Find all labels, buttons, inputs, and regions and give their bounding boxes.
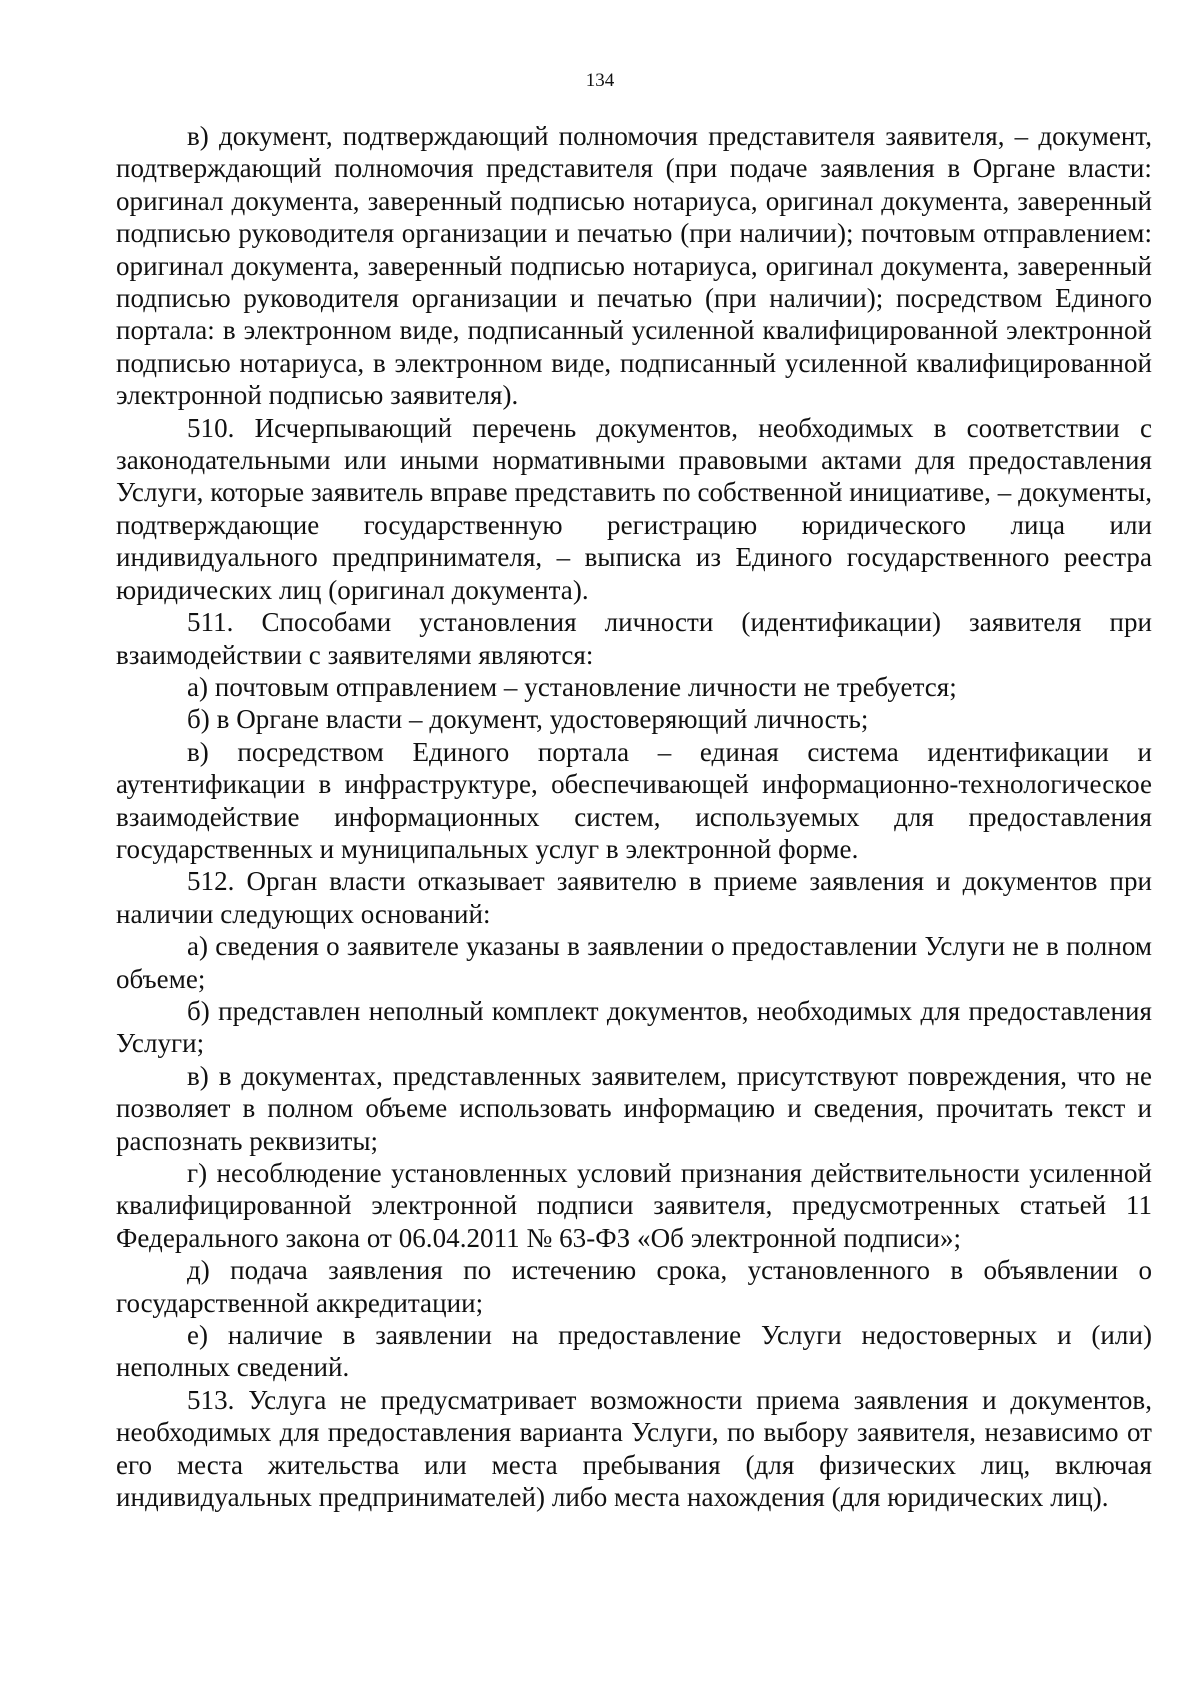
paragraph-511-item-b: б) в Органе власти – документ, удостоверяющий личность; [187, 704, 869, 735]
paragraph-511: 511. Способами установления личности (идентификации) заявителя при взаимодействии с заявителями являются: [116, 607, 1152, 670]
paragraph-512-item-e: е) наличие в заявлении на предоставление Услуги недостоверных и (или) неполных сведений. [116, 1320, 1152, 1383]
document-body [116, 120, 1152, 1513]
paragraph-item-v-representative-authority: в) документ, подтверждающий полномочия представителя заявителя, – документ, подтверждающий полномочия представителя (при подаче заявления в Органе власти: оригинал документа, заверенный подписью нотариуса, оригинал документа, заверенный подписью руководителя организации и печатью (при наличии); почтовым отправлением: оригинал документа, заверенный подписью нотариуса, оригинал документа, заверенный подписью руководителя организации и печатью (при наличии); посредством Единого портала: в электронном виде, подписанный усиленной квалифицированной электронной подписью нотариуса, в электронном виде, подписанный усиленной квалифицированной электронной подписью заявителя). [116, 121, 1152, 411]
paragraph-512-item-g: г) несоблюдение установленных условий признания действительности усиленной квалифицированной электронной подписи заявителя, предусмотренных статьей 11 Федерального закона от 06.04.2011 № 63-ФЗ «Об электронной подписи»; [116, 1158, 1152, 1253]
paragraph-512-item-b: б) представлен неполный комплект документов, необходимых для предоставления Услуги; [116, 995, 1152, 1059]
paragraph-512: 512. Орган власти отказывает заявителю в приеме заявления и документов при наличии следующих оснований: [116, 866, 1152, 929]
page-number: 134 [585, 70, 615, 91]
paragraph-511-item-v: в) посредством Единого портала – единая система идентификации и аутентификации в инфраструктуре, обеспечивающей информационно-технологическое взаимодействие информационных систем, используемых для предоставления государственных и муниципальных услуг в электронной форме. [116, 736, 1152, 864]
paragraph-511-item-a: а) почтовым отправлением – установление личности не требуется; [187, 671, 957, 702]
paragraph-512-item-v: в) в документах, представленных заявителем, присутствуют повреждения, что не позволяет в полном объеме использовать информацию и сведения, прочитать текст и распознать реквизиты; [116, 1060, 1152, 1156]
paragraph-512-item-a: а) сведения о заявителе указаны в заявлении о предоставлении Услуги не в полном объеме; [116, 931, 1152, 994]
paragraph-512-item-d: д) подача заявления по истечению срока, установленного в объявлении о государственной аккредитации; [116, 1255, 1152, 1318]
paragraph-510: 510. Исчерпывающий перечень документов, необходимых в соответствии с законодательными или иными нормативными правовыми актами для предоставления Услуги, которые заявитель вправе представить по собственной инициативе, – документы, подтверждающие государственную регистрацию юридического лица или индивидуального предпринимателя, – выписка из Единого государственного реестра юридических лиц (оригинал документа). [116, 412, 1152, 605]
paragraph-513: 513. Услуга не предусматривает возможности приема заявления и документов, необходимых для предоставления варианта Услуги, по выбору заявителя, независимо от его места жительства или места пребывания (для физических лиц, включая индивидуальных предпринимателей) либо места нахождения (для юридических лиц). [116, 1384, 1152, 1513]
